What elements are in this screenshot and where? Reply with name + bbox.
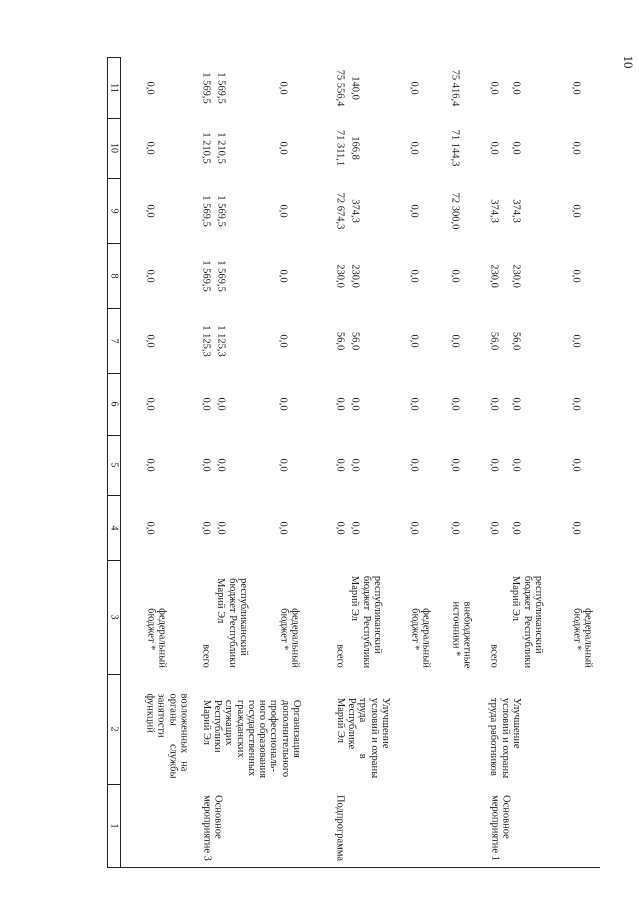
budget-value: 0,0: [277, 203, 289, 218]
budget-value: 0,0: [570, 203, 582, 218]
budget-value: 0,0: [408, 397, 420, 411]
budget-value: 0,0: [334, 458, 346, 472]
budget-value: 1 210,5: [215, 132, 227, 164]
budget-value: 0,0: [144, 141, 156, 155]
column-divider: [107, 784, 121, 785]
budget-value: 71 311,1: [334, 129, 346, 167]
column-divider: [107, 560, 121, 561]
column-number-header: 10: [108, 143, 119, 153]
column-number-header: 9: [108, 208, 119, 213]
budget-value: 0,0: [408, 333, 420, 348]
row-description: Улучшение условий и охраны труда работников: [488, 697, 523, 779]
funding-source: республиканский бюджет Республики Марий Эл: [510, 575, 545, 669]
budget-value: 1 569,5: [200, 194, 212, 227]
row-name: Основное мероприятие 3: [200, 795, 223, 861]
column-number-header: 6: [108, 401, 119, 407]
budget-value: 56,0: [334, 331, 346, 350]
budget-value: 0,0: [570, 458, 582, 472]
budget-value: 56,0: [488, 331, 500, 350]
column-divider: [107, 373, 121, 374]
budget-value: 1 125,3: [200, 324, 212, 357]
budget-value: 0,0: [488, 80, 500, 95]
row-name: Основное мероприятие 1: [488, 795, 511, 861]
page-number: 10: [621, 55, 636, 69]
budget-value: 0,0: [200, 397, 212, 411]
column-divider: [107, 308, 121, 309]
budget-value: 0,0: [408, 80, 420, 95]
budget-value: 0,0: [215, 520, 227, 535]
budget-value: 0,0: [488, 458, 500, 472]
budget-value: 0,0: [408, 203, 420, 218]
column-number-header: 5: [108, 462, 119, 468]
budget-value: 0,0: [277, 520, 289, 535]
column-number-header: 11: [108, 82, 119, 93]
budget-value: 0,0: [144, 333, 156, 348]
budget-value: 0,0: [349, 458, 361, 472]
budget-value: 0,0: [449, 458, 461, 472]
budget-value: 0,0: [349, 397, 361, 411]
budget-value: 1 125,3: [215, 324, 227, 357]
row-name: Подпрограмма: [334, 794, 346, 862]
budget-value: 0,0: [488, 397, 500, 411]
row-description: Организация дополнительного профессиональ- ного образования государственных гражданских служащих Республики Марий Эл: [200, 699, 303, 779]
budget-value: 0,0: [449, 268, 461, 283]
budget-value: 0,0: [570, 397, 582, 411]
budget-value: 1 210,5: [200, 132, 212, 164]
budget-value: 0,0: [215, 397, 227, 411]
budget-value: 0,0: [570, 80, 582, 95]
budget-value: 0,0: [570, 333, 582, 348]
table-bottom-border: [107, 867, 600, 868]
funding-source: всего: [488, 644, 500, 668]
funding-source: республиканский бюджет Республики Марий Эл: [349, 575, 384, 669]
budget-value: 0,0: [349, 520, 361, 535]
budget-value: 0,0: [334, 520, 346, 535]
column-number-header: 3: [108, 614, 119, 620]
budget-value: 0,0: [277, 80, 289, 95]
budget-value: 0,0: [334, 397, 346, 411]
budget-value: 75 556,4: [334, 69, 346, 106]
column-number-header: 4: [108, 525, 119, 530]
budget-value: 0,0: [408, 268, 420, 283]
budget-value: 0,0: [144, 268, 156, 283]
funding-source: федеральный бюджет *: [144, 608, 167, 668]
budget-value: 0,0: [449, 520, 461, 535]
budget-value: 140,0: [349, 75, 361, 100]
column-divider: [107, 178, 121, 179]
budget-value: 0,0: [277, 397, 289, 411]
budget-value: 0,0: [277, 141, 289, 155]
budget-value: 0,0: [488, 520, 500, 535]
budget-value: 0,0: [488, 141, 500, 155]
column-divider: [107, 243, 121, 244]
budget-value: 1 569,5: [200, 71, 212, 104]
budget-value: 1 569,5: [215, 194, 227, 227]
budget-value: 230,0: [334, 263, 346, 288]
column-divider: [107, 118, 121, 119]
budget-value: 75 416,4: [449, 69, 461, 106]
funding-source: федеральный бюджет *: [277, 608, 300, 668]
budget-value: 0,0: [510, 397, 522, 411]
budget-value: 0,0: [144, 203, 156, 218]
budget-value: 0,0: [144, 397, 156, 411]
budget-value: 1 569,5: [215, 71, 227, 104]
budget-value: 0,0: [277, 333, 289, 348]
funding-source: федеральный бюджет *: [408, 608, 431, 668]
funding-source: республиканский бюджет Республики Марий Эл: [215, 578, 250, 668]
budget-value: 0,0: [510, 520, 522, 535]
budget-value: 0,0: [200, 458, 212, 472]
budget-value: 56,0: [510, 331, 522, 350]
row-description: возложенных на органы службы занятости функций: [144, 692, 190, 779]
budget-value: 230,0: [349, 263, 361, 288]
budget-value: 72 674,3: [334, 192, 346, 229]
column-divider: [107, 57, 121, 58]
column-number-header: 1: [108, 823, 119, 828]
funding-source: федеральный бюджет *: [570, 608, 593, 668]
budget-value: 374,3: [349, 198, 361, 223]
column-number-header: 7: [108, 338, 119, 343]
budget-value: 0,0: [144, 458, 156, 472]
budget-value: 72 300,0: [449, 192, 461, 229]
budget-value: 71 144,3: [449, 129, 461, 167]
budget-value: 0,0: [570, 268, 582, 283]
budget-value: 230,0: [510, 263, 522, 288]
funding-source: всего: [200, 644, 212, 668]
budget-value: 0,0: [408, 141, 420, 155]
column-number-header: 2: [108, 726, 119, 732]
column-divider: [107, 435, 121, 436]
budget-value: 374,3: [488, 198, 500, 223]
funding-source: внебюджетные источники *: [449, 601, 472, 668]
budget-value: 0,0: [215, 458, 227, 472]
budget-value: 0,0: [510, 80, 522, 95]
budget-value: 0,0: [570, 141, 582, 155]
funding-source: всего: [334, 644, 346, 668]
column-number-header: 8: [108, 273, 119, 278]
budget-value: 0,0: [200, 520, 212, 535]
budget-value: 0,0: [449, 333, 461, 348]
budget-value: 0,0: [144, 80, 156, 95]
budget-value: 1 569,5: [215, 259, 227, 292]
budget-value: 1 569,5: [200, 259, 212, 292]
budget-value: 0,0: [277, 268, 289, 283]
budget-value: 56,0: [349, 331, 361, 350]
budget-value: 0,0: [277, 458, 289, 472]
budget-value: 166,8: [349, 136, 361, 160]
budget-value: 0,0: [408, 458, 420, 472]
budget-value: 0,0: [510, 458, 522, 472]
budget-value: 0,0: [144, 520, 156, 535]
budget-value: 0,0: [510, 141, 522, 155]
column-divider: [107, 495, 121, 496]
column-divider: [107, 674, 121, 675]
budget-value: 0,0: [570, 520, 582, 535]
budget-value: 374,3: [510, 198, 522, 223]
budget-value: 0,0: [408, 520, 420, 535]
budget-value: 0,0: [449, 397, 461, 411]
row-description: Улучшение условий и охраны труда в Республике Марий Эл: [334, 697, 391, 779]
budget-value: 230,0: [488, 263, 500, 288]
